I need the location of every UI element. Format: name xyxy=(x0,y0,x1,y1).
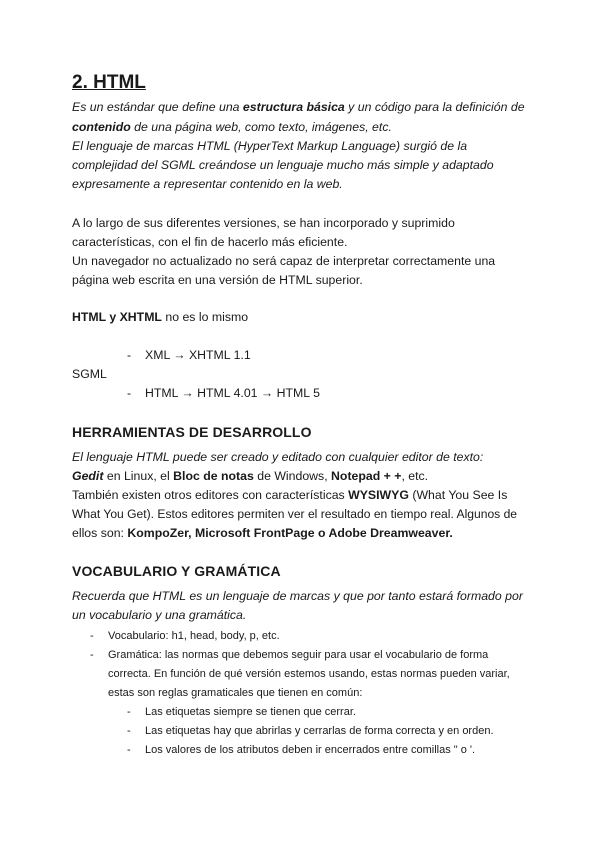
bullet-gramatica-2: correcta. En función de qué versión estemos usando, estas normas pueden variar, xyxy=(108,668,510,680)
versions-line-3: Un navegador no actualizado no será capaz de interpretar correctamente una xyxy=(72,254,496,268)
tools-text: , etc. xyxy=(401,469,429,483)
sub-bullet-1: Las etiquetas siempre se tienen que cerrar. xyxy=(145,706,356,718)
intro-bold: estructura básica xyxy=(242,100,345,114)
versions-line-1: A lo largo de sus diferentes versiones, se han incorporado y suprimido xyxy=(72,216,455,230)
versions-line-4: página web escrita en una versión de HTML superior. xyxy=(72,273,363,287)
tools-bold: Notepad + + xyxy=(331,469,402,483)
intro-line-5: expresamente a representar contenido en la web. xyxy=(72,177,343,191)
tools-bold: WYSIWYG xyxy=(348,488,409,502)
sub-bullet-dash: - xyxy=(127,725,131,737)
bullet-gramatica-3: estas son reglas gramaticales que tienen en común: xyxy=(108,687,363,699)
xhtml-text: no es lo mismo xyxy=(161,310,249,324)
tools-line-2 xyxy=(72,467,428,486)
tools-line-1: El lenguaje HTML puede ser creado y editado con cualquier editor de texto: xyxy=(72,450,484,464)
versions-line-2: características, con el fin de hacerlo más eficiente. xyxy=(72,235,348,249)
tools-bold: Bloc de notas xyxy=(173,469,254,483)
vocab-line-2: un vocabulario y una gramática. xyxy=(72,608,247,622)
intro-line-3: El lenguaje de marcas HTML (HyperText Markup Language) surgió de la xyxy=(72,139,468,153)
vocab-heading: VOCABULARIO Y GRAMÁTICA xyxy=(72,563,281,579)
xhtml-dash-2: - xyxy=(127,386,132,400)
sub-bullet-dash: - xyxy=(127,706,131,718)
sub-bullet-3: Los valores de los atributos deben ir encerrados entre comillas " o '. xyxy=(145,744,476,756)
tools-text: en Linux, el xyxy=(103,469,174,483)
intro-line-4: complejidad del SGML creándose un lenguaje mucho más simple y adaptado xyxy=(72,158,494,172)
xhtml-dash-1: - xyxy=(127,348,132,362)
intro-text: de una página web, como texto, imágenes, etc. xyxy=(130,120,392,134)
tools-text: ellos son: xyxy=(72,526,128,540)
intro-line-1 xyxy=(72,98,525,117)
xhtml-item-1: XML → XHTML 1.1 xyxy=(145,348,251,362)
xhtml-bold: HTML y XHTML xyxy=(72,310,162,324)
xhtml-item-2: HTML → HTML 4.01 → HTML 5 xyxy=(145,386,320,400)
tools-line-3 xyxy=(72,486,507,505)
intro-text: y un código para la definición de xyxy=(344,100,525,114)
tools-bold: Gedit xyxy=(72,469,104,483)
bullet-dash: - xyxy=(90,630,94,642)
sub-bullet-dash: - xyxy=(127,744,131,756)
tools-text: (What You See Is xyxy=(408,488,508,502)
bullet-vocabulario: Vocabulario: h1, head, body, p, etc. xyxy=(108,630,280,642)
tools-text: También existen otros editores con características xyxy=(72,488,349,502)
sub-bullet-2: Las etiquetas hay que abrirlas y cerrarlas de forma correcta y en orden. xyxy=(145,725,494,737)
section-title: 2. HTML xyxy=(72,72,146,93)
vocab-line-1: Recuerda que HTML es un lenguaje de marcas y que por tanto estará formado por xyxy=(72,589,523,603)
bullet-gramatica-1: Gramática: las normas que debemos seguir para usar el vocabulario de forma xyxy=(108,649,489,661)
intro-line-2 xyxy=(72,118,392,137)
sgml-label: SGML xyxy=(72,367,107,381)
intro-text: Es un estándar que define una xyxy=(72,100,243,114)
tools-line-5 xyxy=(72,524,453,543)
bullet-dash: - xyxy=(90,649,94,661)
tools-line-4: What You Get). Estos editores permiten ver el resultado en tiempo real. Algunos de xyxy=(72,507,518,521)
tools-heading: HERRAMIENTAS DE DESARROLLO xyxy=(72,424,312,440)
xhtml-note xyxy=(72,308,248,327)
tools-text: de Windows, xyxy=(253,469,332,483)
tools-bold: KompoZer, Microsoft FrontPage o Adobe Dreamweaver. xyxy=(127,526,453,540)
intro-bold: contenido xyxy=(72,120,131,134)
